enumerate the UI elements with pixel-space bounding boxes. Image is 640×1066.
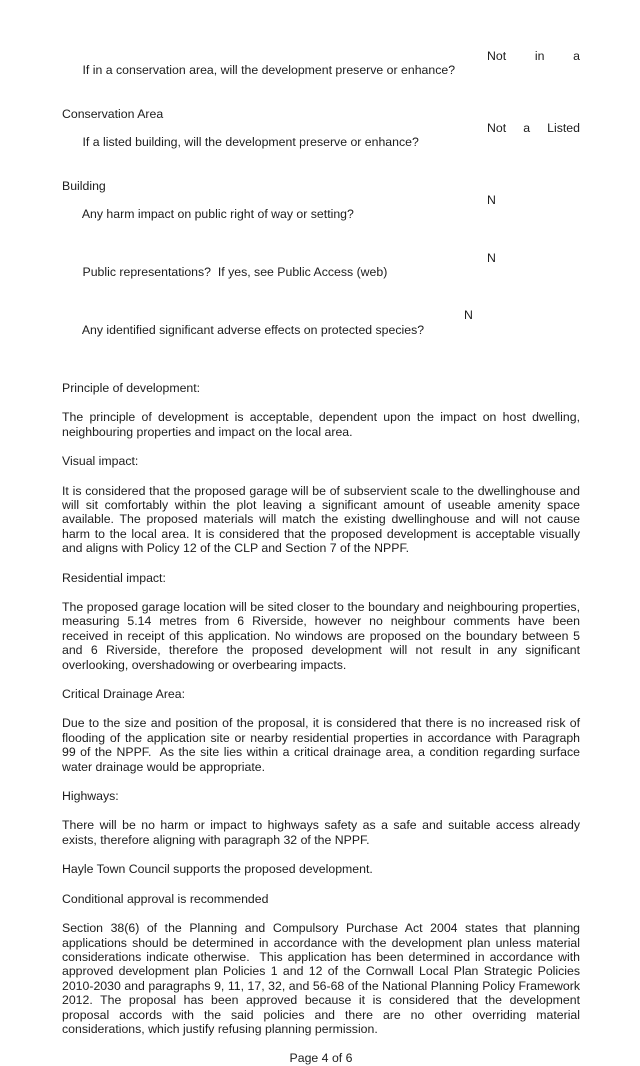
qa-question: Public representations? If yes, see Public Access (web) — [82, 265, 388, 280]
section-heading: Residential impact: — [62, 570, 166, 585]
statement-town-council-support: Hayle Town Council supports the proposed development. — [62, 862, 373, 877]
qa-answer: N — [487, 250, 496, 265]
qa-question: Any identified significant adverse effects on protected species? — [81, 322, 425, 337]
section-paragraph: There will be no harm or impact to highways safety as a safe and suitable access already exists, therefore aligning with paragraph 32 of the NPPF. — [62, 818, 584, 847]
statement-conditional-approval: Conditional approval is recommended — [62, 891, 269, 906]
section-heading: Critical Drainage Area: — [62, 687, 186, 702]
qa-answer: N — [464, 308, 473, 323]
qa-answer-word: a — [523, 121, 531, 136]
qa-question: If in a conservation area, will the development preserve or enhance? — [82, 63, 456, 78]
qa-row-conservation — [62, 49, 580, 107]
section-highways — [62, 789, 584, 847]
section-heading: Visual impact: — [62, 454, 139, 469]
qa-answer — [487, 49, 580, 63]
qa-answer: N — [487, 193, 496, 208]
section-paragraph: It is considered that the proposed garage will be of subservient scale to the dwellinghouse and will sit comfortably within the plot leaving a significant amount of useable amenity space available. The proposed materials will match the existing dwellinghouse and will not cause harm to the local area. It is considered that the proposed development is acceptable visually and aligns with Policy 12 of the CLP and Section 7 of the NPPF. — [62, 483, 584, 556]
section-paragraph: Due to the size and position of the proposal, it is considered that there is no increased risk of flooding of the application site or nearby residential properties in accordance with Paragraph 99 of the NPPF. As the site lies within a critical drainage area, a condition regarding surface water drainage would be appropriate. — [62, 716, 584, 774]
qa-row-public-right-of-way — [62, 193, 580, 251]
section-principle-of-development — [62, 380, 584, 439]
closing-paragraph: Section 38(6) of the Planning and Compulsory Purchase Act 2004 states that planning applications should be determined in accordance with the development plan unless material considerations indicate otherwise. This application has been determined in accordance with approved development plan Policies 1 and 12 of the Cornwall Local Plan Strategic Policies 2010-2030 and paragraphs 9, 11, 17, 32, and 56-68 of the National Planning Policy Framework 2012. The proposal has been approved because it is considered that the development proposal accords with the said policies and there are no other overriding material considerations, which justify refusing planning permission. — [62, 921, 584, 1036]
qa-answer-wrap-line: Building — [62, 178, 106, 193]
page-number: Page 4 of 6 — [289, 1051, 353, 1066]
section-visual-impact — [62, 454, 584, 556]
qa-answer-word: Listed — [547, 121, 580, 136]
section-critical-drainage-area — [62, 687, 584, 774]
section-heading: Principle of development: — [62, 380, 201, 395]
section-paragraph: The proposed garage location will be sited closer to the boundary and neighbouring properties, measuring 5.14 metres from 6 Riverside, however no neighbour comments have been received in receipt of this application. No windows are proposed on the boundary between 5 and 6 Riverside, therefore the proposed development will not result in any significant overlooking, overshadowing or overbearing impacts. — [62, 600, 584, 672]
qa-answer-wrap-line: Conservation Area — [62, 106, 164, 121]
qa-answer-word: in — [534, 49, 545, 63]
qa-question: If a listed building, will the development preserve or enhance? — [82, 135, 419, 150]
section-heading: Highways: — [62, 789, 119, 804]
qa-answer — [487, 121, 580, 135]
qa-row-listed-building — [62, 121, 580, 179]
qa-row-public-representations — [62, 251, 580, 309]
qa-answer-word: Not — [487, 121, 507, 136]
section-residential-impact — [62, 570, 584, 672]
qa-answer-word: Not — [487, 49, 507, 63]
qa-question: Any harm impact on public right of way or setting? — [81, 207, 354, 222]
qa-list — [62, 49, 580, 366]
qa-row-protected-species — [62, 308, 580, 366]
section-paragraph: The principle of development is acceptable, dependent upon the impact on host dwelling, neighbouring properties and impact on the local area. — [62, 410, 584, 439]
qa-answer-word: a — [573, 49, 580, 63]
